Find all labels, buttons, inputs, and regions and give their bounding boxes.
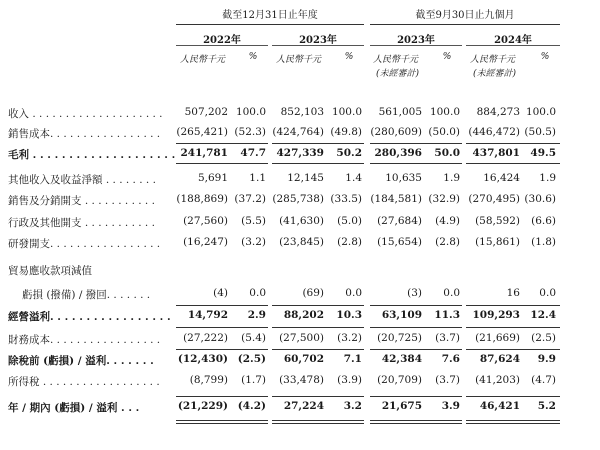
subtotal-rule [272, 396, 364, 397]
pct-label-2023: % [344, 52, 354, 62]
cell-2023-9m-amount: 63,109 [381, 309, 422, 321]
cell-2024-9m-amount: (58,592) [475, 215, 520, 227]
subtotal-rule [370, 349, 462, 350]
double-underline [176, 420, 268, 424]
cell-2024-9m-amount: (41,203) [475, 374, 520, 386]
cell-2023-pct: 1.4 [345, 172, 362, 184]
cell-2022-amount: (265,421) [176, 126, 228, 138]
cell-2024-9m-amount: 46,421 [479, 400, 520, 412]
cell-2022-amount: 507,202 [184, 106, 228, 118]
cell-2023-amount: 12,145 [287, 172, 324, 184]
cell-2022-pct: 100.0 [235, 106, 266, 118]
cell-2023-9m-amount: (280,609) [370, 126, 422, 138]
cell-2023-pct: (2.8) [337, 236, 362, 248]
cell-2024-9m-pct: 49.5 [530, 147, 556, 159]
cell-2022-pct: 0.0 [249, 287, 266, 299]
cell-2024-9m-pct: (2.5) [531, 332, 556, 344]
cell-2023-9m-pct: 100.0 [429, 106, 460, 118]
subtotal-rule [272, 143, 364, 144]
cell-2023-9m-pct: (3.7) [435, 332, 460, 344]
cell-2023-9m-amount: (20,725) [377, 332, 422, 344]
double-underline [272, 420, 364, 424]
year-header-2024-9m: 2024年 [494, 35, 532, 46]
unit-label-2023: 人民幣千元 [276, 55, 322, 65]
cell-2024-9m-pct: 1.9 [539, 172, 556, 184]
cell-2023-9m-amount: 10,635 [385, 172, 422, 184]
cell-2023-9m-amount: (20,709) [377, 374, 422, 386]
subtotal-rule [176, 305, 268, 306]
cell-2024-9m-amount: (21,669) [475, 332, 520, 344]
row-label: 經營溢利. . . . . . . . . . . . . . . . . [8, 311, 171, 323]
row-label: 貿易應收款項減值 [8, 265, 92, 277]
subtotal-rule [176, 327, 268, 328]
row-label: 年 / 期內 (虧損) / 溢利 . . . [8, 402, 140, 414]
row-label: 毛利 . . . . . . . . . . . . . . . . . . . . [8, 149, 176, 161]
cell-2023-9m-amount: (15,654) [377, 236, 422, 248]
year-header-2023: 2023年 [299, 35, 337, 46]
unit-label-2023-9m: 人民幣千元 [373, 55, 419, 65]
subtotal-rule [176, 163, 268, 164]
cell-2024-9m-amount: 437,801 [472, 147, 520, 159]
cell-2023-9m-pct: (3.7) [435, 374, 460, 386]
cell-2024-9m-pct: (1.8) [531, 236, 556, 248]
cell-2023-amount: (69) [302, 287, 324, 299]
cell-2023-amount: 27,224 [283, 400, 324, 412]
pct-label-2022: % [248, 52, 258, 62]
cell-2023-pct: (33.5) [330, 193, 362, 205]
cell-2023-amount: (424,764) [272, 126, 324, 138]
cell-2023-pct: 10.3 [336, 309, 362, 321]
cell-2024-9m-amount: 16 [506, 287, 520, 299]
cell-2023-pct: (3.2) [337, 332, 362, 344]
cell-2024-9m-pct: (30.6) [524, 193, 556, 205]
row-label: 收入 . . . . . . . . . . . . . . . . . . . . [8, 108, 163, 120]
subtotal-rule [370, 327, 462, 328]
subtotal-rule [466, 349, 560, 350]
row-label: 研發開支. . . . . . . . . . . . . . . . . [8, 238, 161, 250]
cell-2023-pct: 7.1 [343, 353, 362, 365]
pct-label-2024-9m: % [540, 52, 550, 62]
cell-2023-9m-pct: 3.9 [441, 400, 460, 412]
cell-2023-amount: (33,478) [279, 374, 324, 386]
cell-2023-9m-amount: (3) [407, 287, 422, 299]
subtotal-rule [176, 396, 268, 397]
cell-2023-pct: 3.2 [343, 400, 362, 412]
subtotal-rule [370, 305, 462, 306]
cell-2022-pct: 1.1 [249, 172, 266, 184]
cell-2024-9m-pct: 12.4 [530, 309, 556, 321]
cell-2023-pct: (5.0) [337, 215, 362, 227]
unit-label-2024-9m: 人民幣千元 [470, 55, 516, 65]
subtotal-rule [370, 396, 462, 397]
cell-2023-pct: (49.8) [330, 126, 362, 138]
cell-2024-9m-pct: (50.5) [524, 126, 556, 138]
cell-2022-amount: (16,247) [183, 236, 228, 248]
pct-label-2023-9m: % [442, 52, 452, 62]
row-label: 財務成本. . . . . . . . . . . . . . . . . [8, 334, 161, 346]
year-rule-2023 [272, 45, 364, 46]
subtotal-rule [176, 143, 268, 144]
cell-2024-9m-amount: (15,861) [475, 236, 520, 248]
cell-2022-pct: 47.7 [240, 147, 266, 159]
cell-2023-amount: 88,202 [283, 309, 324, 321]
row-label: 其他收入及收益淨額 . . . . . . . . [8, 174, 156, 186]
cell-2024-9m-amount: 87,624 [479, 353, 520, 365]
cell-2022-amount: (4) [213, 287, 228, 299]
cell-2022-amount: (21,229) [177, 400, 228, 412]
cell-2023-pct: 50.2 [336, 147, 362, 159]
cell-2024-9m-amount: (446,472) [468, 126, 520, 138]
cell-2023-pct: (3.9) [337, 374, 362, 386]
year-rule-2024-9m [466, 45, 560, 46]
cell-2023-9m-pct: 50.0 [434, 147, 460, 159]
year-header-2023-9m: 2023年 [397, 35, 435, 46]
cell-2023-9m-amount: 561,005 [378, 106, 422, 118]
cell-2023-amount: (285,738) [272, 193, 324, 205]
subtotal-rule [370, 143, 462, 144]
subtotal-rule [466, 327, 560, 328]
cell-2024-9m-pct: 9.9 [537, 353, 556, 365]
cell-2023-9m-pct: (4.9) [435, 215, 460, 227]
cell-2024-9m-amount: 884,273 [476, 106, 520, 118]
cell-2023-9m-amount: (184,581) [370, 193, 422, 205]
row-label: 行政及其他開支 . . . . . . . . . . . [8, 217, 155, 229]
cell-2023-9m-amount: 21,675 [381, 400, 422, 412]
cell-2023-pct: 100.0 [331, 106, 362, 118]
cell-2022-amount: (12,430) [177, 353, 228, 365]
unaudited-note-2023: (未經審計) [376, 69, 420, 79]
cell-2022-pct: (4.2) [237, 400, 266, 412]
cell-2022-amount: (8,799) [189, 374, 228, 386]
subtotal-rule [466, 143, 560, 144]
cell-2024-9m-pct: (6.6) [531, 215, 556, 227]
cell-2023-9m-pct: 0.0 [443, 287, 460, 299]
subtotal-rule [272, 327, 364, 328]
row-label: 除稅前 (虧損) / 溢利. . . . . . . [8, 355, 154, 367]
subtotal-rule [176, 349, 268, 350]
cell-2023-amount: 427,339 [276, 147, 324, 159]
cell-2024-9m-amount: 16,424 [483, 172, 520, 184]
subtotal-rule [370, 163, 462, 164]
period-rule-9m [370, 24, 560, 25]
cell-2024-9m-pct: (4.7) [531, 374, 556, 386]
cell-2022-pct: (37.2) [234, 193, 266, 205]
year-rule-2022 [176, 45, 268, 46]
double-underline [466, 420, 560, 424]
cell-2022-pct: (52.3) [234, 126, 266, 138]
row-label: 所得稅 . . . . . . . . . . . . . . . . . . [8, 376, 160, 388]
cell-2023-9m-pct: 11.3 [434, 309, 460, 321]
cell-2022-amount: 14,792 [187, 309, 228, 321]
cell-2022-pct: (5.4) [241, 332, 266, 344]
double-underline [370, 420, 462, 424]
cell-2023-9m-pct: (50.0) [428, 126, 460, 138]
subtotal-rule [466, 396, 560, 397]
cell-2022-pct: (3.2) [241, 236, 266, 248]
cell-2023-amount: 60,702 [283, 353, 324, 365]
subtotal-rule [466, 163, 560, 164]
subtotal-rule [466, 305, 560, 306]
subtotal-rule [272, 163, 364, 164]
year-header-2022: 2022年 [203, 35, 241, 46]
period-rule-fy [176, 24, 364, 25]
cell-2024-9m-amount: (270,495) [468, 193, 520, 205]
cell-2022-amount: 5,691 [197, 172, 228, 184]
cell-2022-amount: (188,869) [176, 193, 228, 205]
cell-2024-9m-pct: 0.0 [539, 287, 556, 299]
cell-2023-9m-pct: 1.9 [443, 172, 460, 184]
cell-2022-pct: (5.5) [241, 215, 266, 227]
cell-2023-pct: 0.0 [345, 287, 362, 299]
subtotal-rule [272, 349, 364, 350]
cell-2022-pct: 2.9 [247, 309, 266, 321]
cell-2022-pct: (1.7) [241, 374, 266, 386]
unaudited-note-2024: (未經審計) [473, 69, 517, 79]
subtotal-rule [272, 305, 364, 306]
cell-2023-amount: (27,500) [279, 332, 324, 344]
cell-2024-9m-pct: 100.0 [525, 106, 556, 118]
year-rule-2023-9m [370, 45, 462, 46]
cell-2023-9m-pct: (32.9) [428, 193, 460, 205]
cell-2023-9m-pct: (2.8) [435, 236, 460, 248]
row-label: 銷售成本. . . . . . . . . . . . . . . . . [8, 128, 161, 140]
row-label: 銷售及分銷開支 . . . . . . . . . . . [8, 195, 155, 207]
cell-2023-amount: (23,845) [279, 236, 324, 248]
cell-2023-amount: 852,103 [280, 106, 324, 118]
cell-2022-amount: (27,222) [183, 332, 228, 344]
row-label: 虧損 (撥備) / 撥回. . . . . . . [22, 289, 151, 301]
period-header-9m: 截至9月30日止九個月 [415, 10, 515, 21]
cell-2023-9m-amount: (27,684) [377, 215, 422, 227]
cell-2024-9m-pct: 5.2 [537, 400, 556, 412]
cell-2023-9m-amount: 280,396 [374, 147, 422, 159]
period-header-fy: 截至12月31日止年度 [222, 10, 318, 21]
cell-2023-9m-pct: 7.6 [441, 353, 460, 365]
cell-2023-9m-amount: 42,384 [381, 353, 422, 365]
cell-2022-amount: 241,781 [180, 147, 228, 159]
unit-label-2022: 人民幣千元 [180, 55, 226, 65]
cell-2024-9m-amount: 109,293 [472, 309, 520, 321]
cell-2022-pct: (2.5) [237, 353, 266, 365]
cell-2022-amount: (27,560) [183, 215, 228, 227]
cell-2023-amount: (41,630) [279, 215, 324, 227]
